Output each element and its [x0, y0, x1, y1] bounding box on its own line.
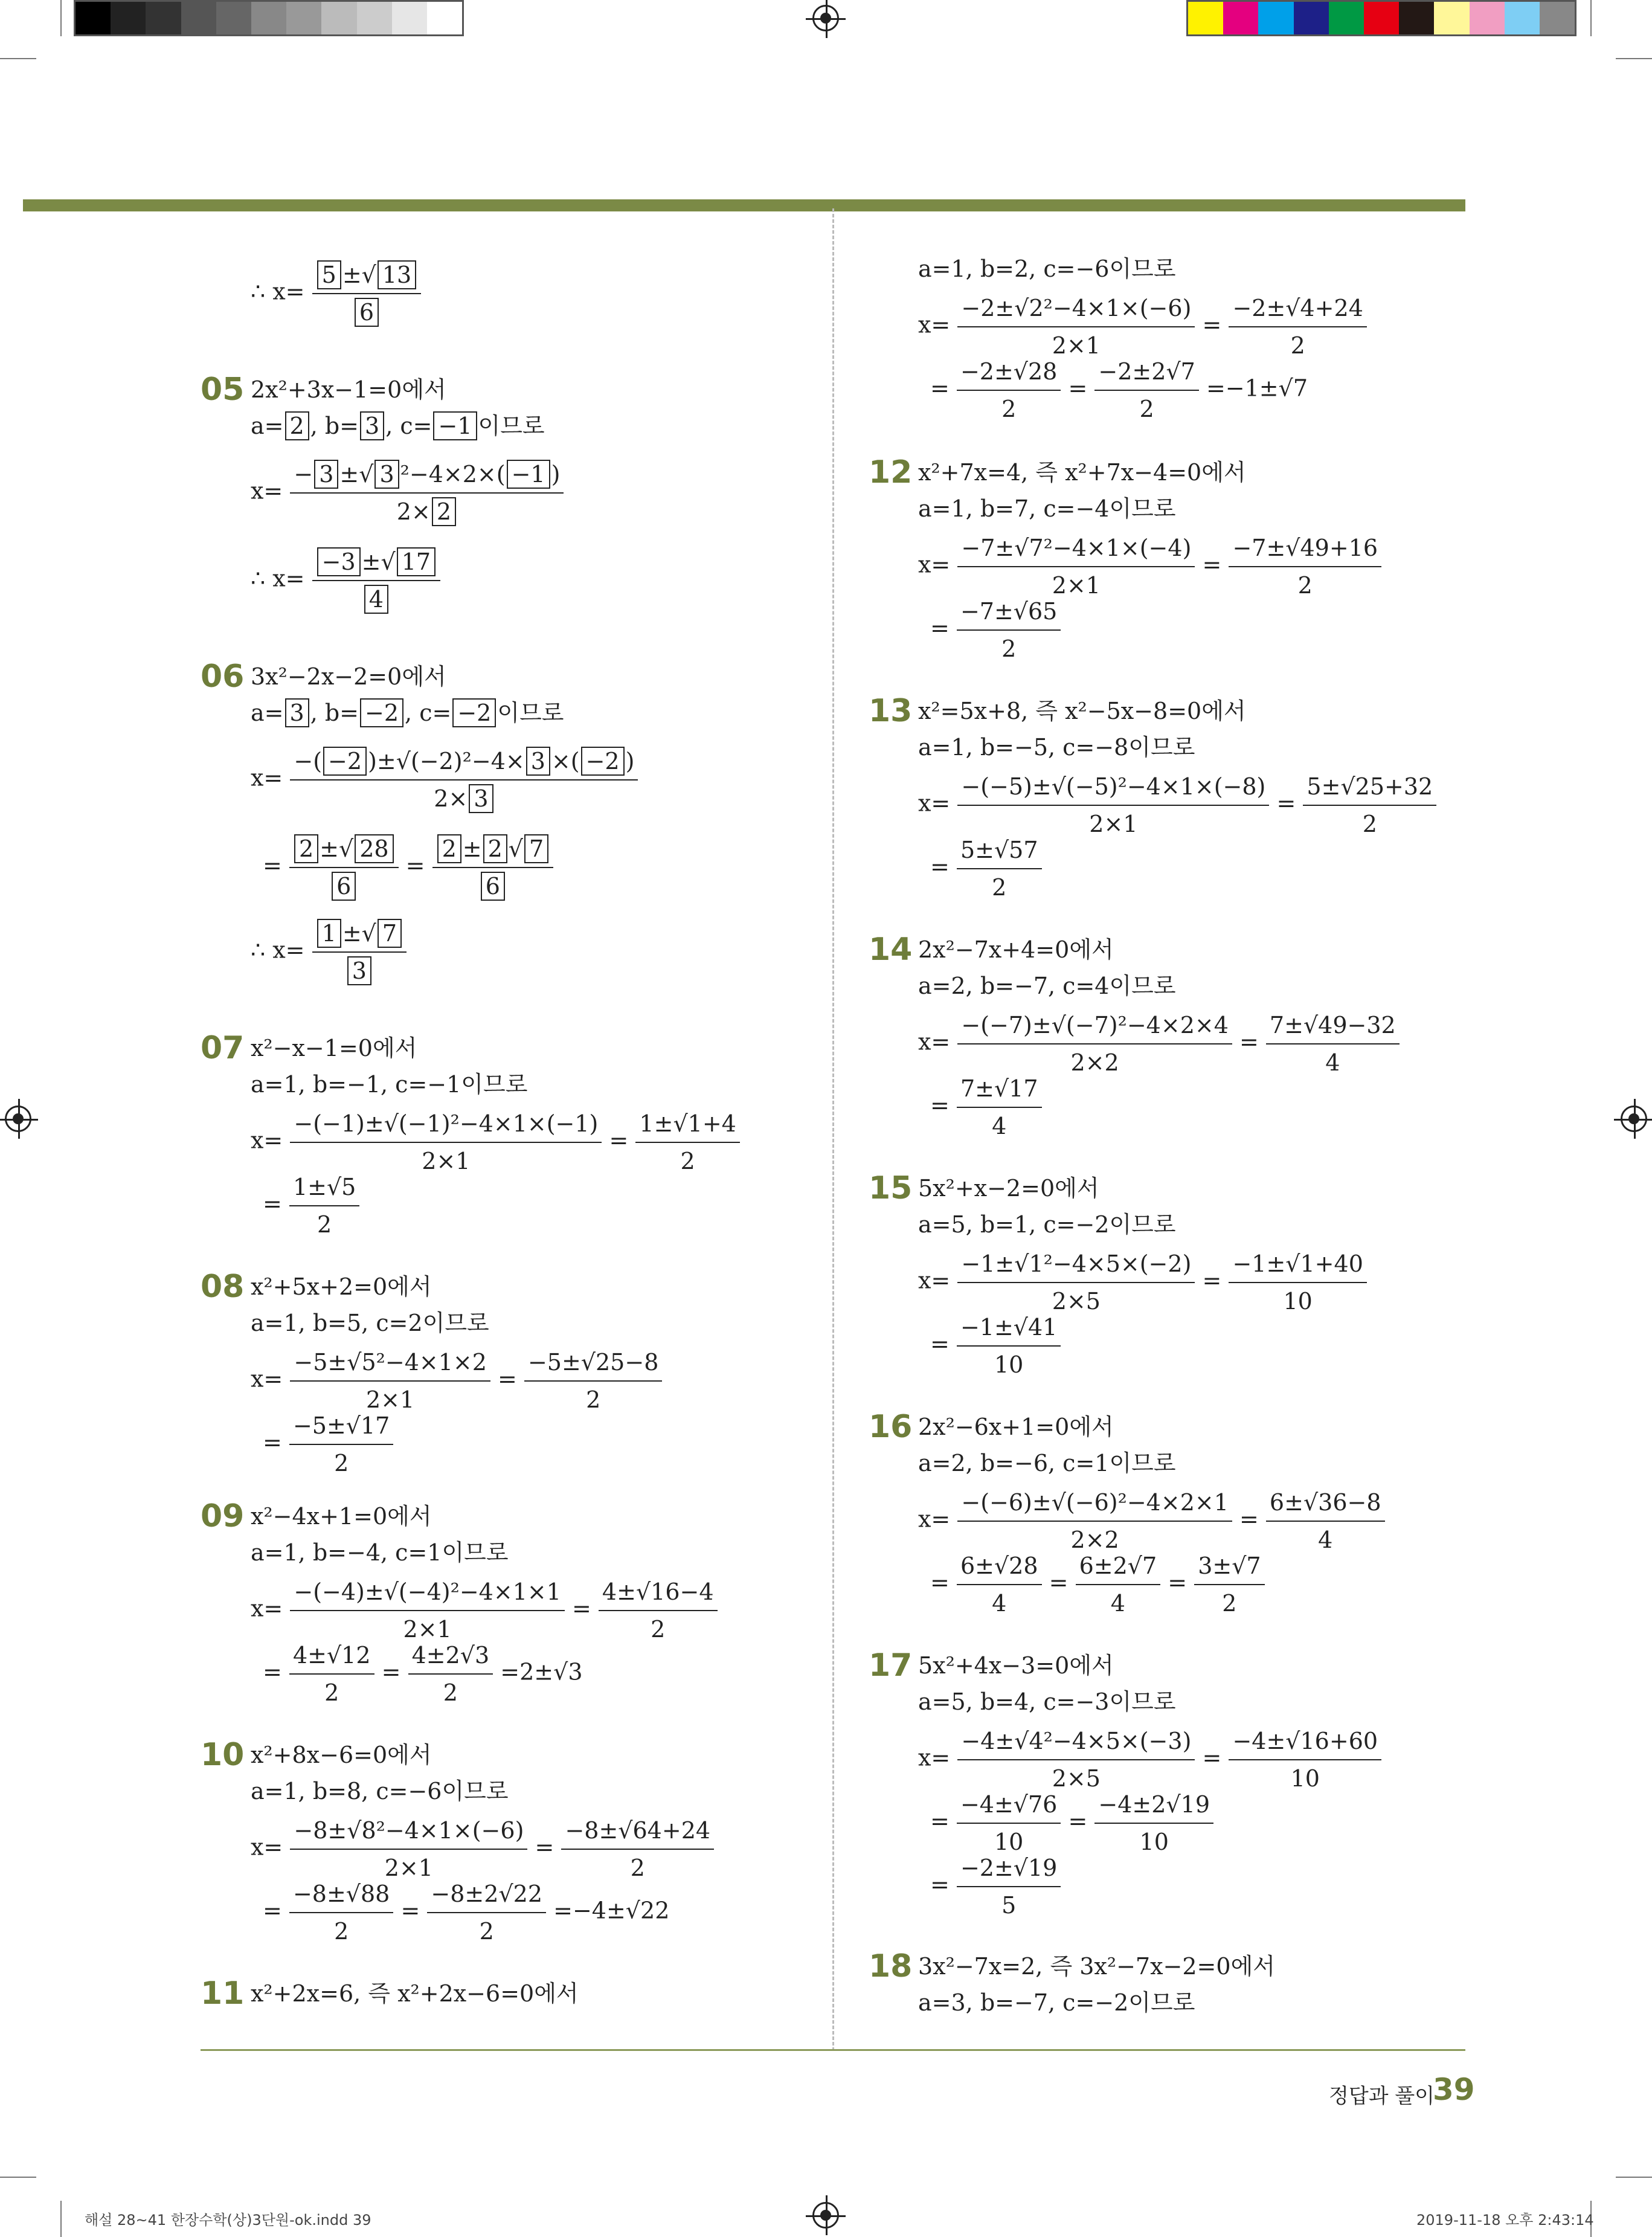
formula-step: x= $\frac{\text{−2±√2²−4×1×(−6)}}{2\times 1}$ = $\frac{-2\pm√4+24}{2}$: [918, 290, 1367, 364]
color-swatch: [111, 2, 146, 34]
result-step: = $\frac{-8\pm√88}{2}$ = $\frac{-8\pm 2√22}{2}$ =−4±√22: [263, 1876, 669, 1949]
color-swatch: [1434, 2, 1469, 34]
color-swatch: [1258, 2, 1293, 34]
color-swatch: [76, 2, 111, 34]
footer-rule: [201, 2049, 1465, 2051]
simplify-step: = $\frac{2 \pm√ 28}{6}$ = $\frac{2 \pm 2 √ 7}{6}$: [263, 831, 553, 904]
formula-step: x= $\frac{\text{−(−5)±√(−5)²−4×1×(−8)}}{2\times 1}$ = $\frac{5\pm√25+32}{2}$: [918, 768, 1436, 842]
color-swatch: [1470, 2, 1505, 34]
formula-step: x= $\frac{\text{−5±√5²−4×1×2}}{2\times 1}$ = $\frac{-5\pm√25-8}{2}$: [251, 1344, 662, 1418]
registration-mark-right: [1621, 1106, 1647, 1132]
result-step: = $\frac{-7\pm√65}{2}$: [930, 593, 1061, 667]
footer-title: 정답과 풀이: [1329, 2084, 1435, 2108]
result-step: = $\frac{-5\pm√17}{2}$: [263, 1408, 393, 1481]
color-swatch: [1505, 2, 1540, 34]
coefficients: a= 2 , b= 3 , c= −1 이므로: [251, 413, 545, 439]
problem-number: 07: [201, 1030, 245, 1066]
crop-mark: [0, 2177, 36, 2178]
problem-number: 13: [869, 693, 913, 729]
registration-mark-top: [812, 5, 839, 31]
formula-step: x= $\frac{\text{−(−1)±√(−1)²−4×1×(−1)}}{2\times 1}$ = $\frac{1\pm√1+4}{2}$: [251, 1106, 740, 1179]
crop-mark: [1616, 58, 1652, 59]
problem-number: 08: [201, 1269, 245, 1305]
problem-number: 16: [869, 1409, 913, 1445]
coefficients: a= 3 , b= −2 , c= −2 이므로: [251, 700, 564, 726]
result-step: = $\frac{4\pm√12}{2}$ = $\frac{4\pm 2√3}{2}$ =2±√3: [263, 1637, 583, 1711]
formula-step: x= $\frac{\text{− 3 ±√ 3 ²−4×2×( −1 )}}{2\times 2}$: [251, 456, 564, 530]
problem-number: 10: [201, 1737, 245, 1773]
problem-number: 09: [201, 1498, 245, 1534]
result-step: = $\frac{7\pm√17}{4}$: [930, 1070, 1042, 1144]
registration-mark-bottom: [812, 2202, 839, 2229]
crop-mark: [1590, 0, 1592, 36]
color-swatch: [1399, 2, 1434, 34]
formula-step: x= $\frac{\text{−8±√8²−4×1×(−6)}}{2\times 1}$ = $\frac{-8\pm√64+24}{2}$: [251, 1812, 714, 1886]
color-swatch: [181, 2, 216, 34]
crop-mark: [60, 0, 62, 36]
formula-step: x= $\frac{\text{−7±√7²−4×1×(−4)}}{2\times 1}$ = $\frac{-7\pm√49+16}{2}$: [918, 530, 1381, 604]
grayscale-swatch-strip: [74, 0, 464, 36]
problem-number: 05: [201, 372, 245, 408]
result-step: = $\frac{-2\pm√28}{2}$ = $\frac{-2\pm 2√7}{2}$ =−1±√7: [930, 353, 1308, 427]
color-swatch: [1188, 2, 1223, 34]
slug-filename: 해설 28~41 한장수학(상)3단원-ok.indd 39: [85, 2212, 371, 2229]
color-swatch: [251, 2, 286, 34]
result-step: ∴ x= $\frac{-3 \pm√ 17}{4}$: [251, 544, 440, 617]
color-swatch: [1329, 2, 1364, 34]
formula-step: x= $\frac{\text{−(−7)±√(−7)²−4×2×4}}{2\times 2}$ = $\frac{7\pm√49-32}{4}$: [918, 1007, 1400, 1081]
color-swatch-strip: [1186, 0, 1576, 36]
problem-number: 11: [201, 1975, 245, 2012]
color-swatch: [1364, 2, 1399, 34]
problem-number: 18: [869, 1948, 913, 1984]
crop-mark: [0, 58, 36, 59]
color-swatch: [321, 2, 356, 34]
formula-step: x= $\frac{\text{−( −2 )±√(−2)²−4× 3 ×( −2 )}}{2\times 3}$: [251, 743, 638, 817]
result-step: = $\frac{-1\pm√41}{10}$: [930, 1309, 1061, 1383]
crop-mark: [1616, 2177, 1652, 2178]
formula-step: x= $\frac{\text{−1±√1²−4×5×(−2)}}{2\times 5}$ = $\frac{-1\pm√1+40}{10}$: [918, 1246, 1367, 1319]
header-band: [23, 199, 1465, 211]
result-step: = $\frac{6\pm√28}{4}$ = $\frac{6\pm 2√7}{4}$ = $\frac{3\pm√7}{2}$: [930, 1548, 1265, 1621]
color-swatch: [357, 2, 392, 34]
result-step: = $\frac{1\pm√5}{2}$: [263, 1169, 359, 1243]
color-swatch: [427, 2, 462, 34]
formula-step: x= $\frac{\text{−4±√4²−4×5×(−3)}}{2\times 5}$ = $\frac{-4\pm√16+60}{10}$: [918, 1723, 1381, 1797]
color-swatch: [392, 2, 427, 34]
formula-step: x= $\frac{\text{−(−6)±√(−6)²−4×2×1}}{2\times 2}$ = $\frac{6\pm√36-8}{4}$: [918, 1484, 1385, 1558]
result-step: ∴ x= $\frac{1 \pm√ 7}{3}$: [251, 915, 407, 989]
color-swatch: [1294, 2, 1329, 34]
color-swatch: [286, 2, 321, 34]
page-number: 39: [1433, 2072, 1475, 2107]
registration-mark-left: [5, 1106, 31, 1132]
formula-step: x= $\frac{\text{−(−4)±√(−4)²−4×1×1}}{2\times 1}$ = $\frac{4\pm√16-4}{2}$: [251, 1574, 718, 1647]
color-swatch: [1540, 2, 1575, 34]
fraction: $\frac{5 \pm√ 13}{6}$: [312, 257, 422, 330]
color-swatch: [146, 2, 181, 34]
problem-number: 14: [869, 932, 913, 968]
color-swatch: [216, 2, 251, 34]
problem-number: 06: [201, 658, 245, 695]
color-swatch: [1223, 2, 1258, 34]
simplify-step: = $\frac{-4\pm√76}{10}$ = $\frac{-4\pm 2√19}{10}$: [930, 1786, 1213, 1860]
result-step: = $\frac{5\pm√57}{2}$: [930, 832, 1042, 906]
problem-number: 12: [869, 454, 913, 491]
result-step: = $\frac{-2\pm√19}{5}$: [930, 1850, 1061, 1923]
crop-mark: [60, 2201, 62, 2237]
problem-number: 15: [869, 1170, 913, 1206]
column-divider: [832, 208, 834, 2051]
problem-number: 17: [869, 1647, 913, 1684]
slug-timestamp: 2019-11-18 오후 2:43:14: [1416, 2212, 1594, 2229]
